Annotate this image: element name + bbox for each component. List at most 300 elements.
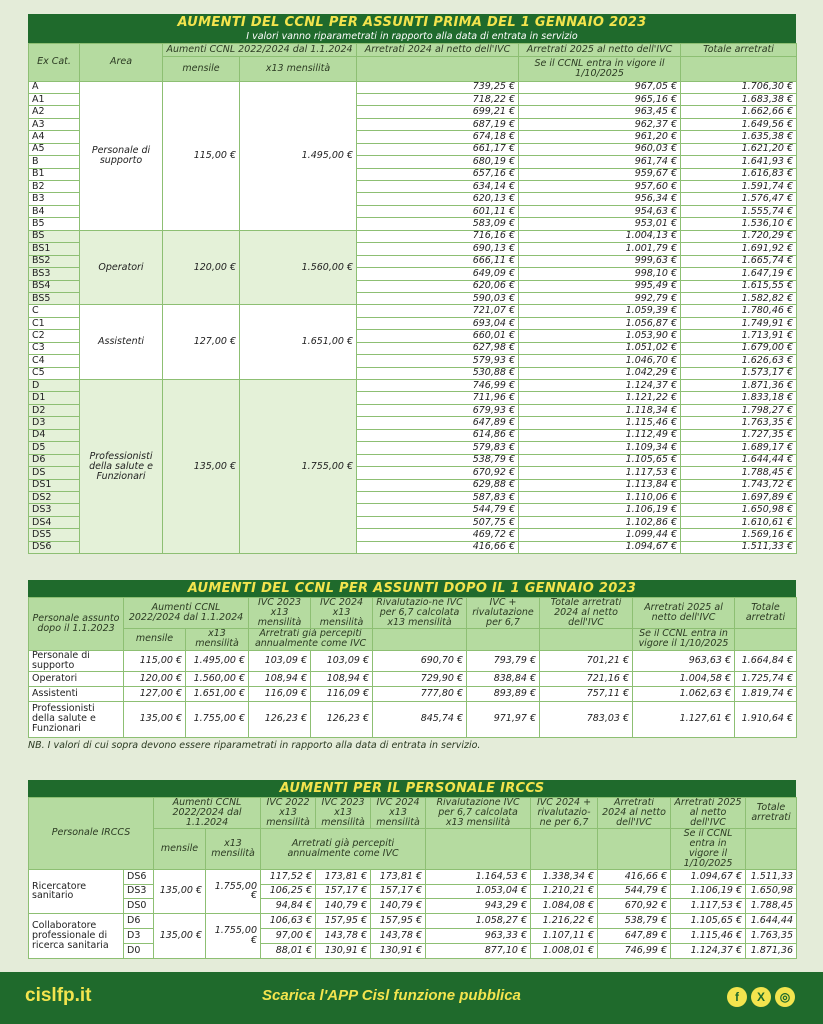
cell-arr25: 1.004,58 € [633, 671, 735, 686]
cell-category: C3 [29, 342, 80, 354]
cell-ivc24: 157,17 € [371, 884, 426, 899]
cell-arretrati-2025: 953,01 € [519, 218, 681, 230]
cell-totale: 1.691,92 € [681, 243, 797, 255]
cell-a25: 1.106,19 € [671, 884, 746, 899]
cell-arretrati-2024: 601,11 € [357, 205, 519, 217]
header-rivalutazione: Rivalutazio-ne IVC per 6,7 calcolata x13 mensilità [373, 598, 467, 629]
cell-totale: 1.573,17 € [681, 367, 797, 379]
cell-arretrati-2024: 647,89 € [357, 417, 519, 429]
cell-ivc22: 106,63 € [261, 914, 316, 929]
header-ivc-rivalutazione: IVC + rivalutazione per 6,7 [467, 598, 540, 629]
cell-x13: 1.755,00 € [206, 869, 261, 913]
cell-arretrati-2024: 538,79 € [357, 454, 519, 466]
cell-arretrati-2024: 721,07 € [357, 305, 519, 317]
cell-arr25: 1.062,63 € [633, 686, 735, 701]
cell-arretrati-2024: 507,75 € [357, 516, 519, 528]
cell-totale: 1.833,18 € [681, 392, 797, 404]
cell-area: Professionisti della salute e Funzionari [80, 380, 163, 554]
cell-totale: 1.626,63 € [681, 355, 797, 367]
cell-a24: 746,99 € [598, 943, 671, 958]
cell-arretrati-2024: 690,13 € [357, 243, 519, 255]
header-aumenti: Aumenti CCNL 2022/2024 dal 1.1.2024 [154, 798, 261, 829]
cell-personale: Operatori [29, 671, 124, 686]
cell-ivcriv: 793,79 € [467, 650, 540, 671]
cell-totale: 1.635,38 € [681, 131, 797, 143]
cell-arretrati-2024: 739,25 € [357, 81, 519, 93]
cell-ivc23: 140,79 € [316, 899, 371, 914]
header-area: Area [80, 44, 163, 82]
cell-ivc24: 103,09 € [311, 650, 373, 671]
cell-ivcriv: 1.008,01 € [531, 943, 598, 958]
header-personale: Personale assunto dopo il 1.1.2023 [29, 598, 124, 651]
cell-arretrati-2025: 1.056,87 € [519, 317, 681, 329]
cell-category: C4 [29, 355, 80, 367]
cell-category: B [29, 156, 80, 168]
cell-ivc24: 116,09 € [311, 686, 373, 701]
cell-arretrati-2024: 679,93 € [357, 404, 519, 416]
cell-arretrati-2024: 620,06 € [357, 280, 519, 292]
cell-rival: 845,74 € [373, 701, 467, 737]
instagram-icon[interactable]: ◎ [775, 987, 795, 1007]
cell-tot24: 701,21 € [540, 650, 633, 671]
cell-category: A4 [29, 131, 80, 143]
cell-totale: 1.662,66 € [681, 106, 797, 118]
cell-ivc24: 108,94 € [311, 671, 373, 686]
cell-arretrati-2025: 1.053,90 € [519, 330, 681, 342]
table-row [29, 899, 797, 914]
cell-arretrati-2024: 718,22 € [357, 93, 519, 105]
cell-totale: 1.621,20 € [681, 143, 797, 155]
cell-arretrati-2024: 716,16 € [357, 230, 519, 242]
header-x13: x13 mensilità [240, 56, 357, 81]
cell-tot: 1.788,45 [746, 899, 797, 914]
cell-mensile: 135,00 € [163, 380, 240, 554]
cell-x13: 1.651,00 € [186, 686, 249, 701]
cell-a25: 1.117,53 € [671, 899, 746, 914]
cell-totale: 1.665,74 € [681, 255, 797, 267]
cell-ivc22: 97,00 € [261, 928, 316, 943]
cell-category: DS5 [29, 529, 80, 541]
cell-personale: Ricercatore sanitario [29, 869, 124, 913]
cell-mensile: 135,00 € [154, 914, 206, 958]
cell-ivc22: 106,25 € [261, 884, 316, 899]
cell-arretrati-2025: 962,37 € [519, 118, 681, 130]
cell-totale: 1.576,47 € [681, 193, 797, 205]
cell-totale: 1.720,29 € [681, 230, 797, 242]
cell-arretrati-2025: 1.042,29 € [519, 367, 681, 379]
cell-totale: 1.780,46 € [681, 305, 797, 317]
cell-category: B4 [29, 205, 80, 217]
cell-arretrati-2025: 963,45 € [519, 106, 681, 118]
header-arretrati-2025-note: Se il CCNL entra in vigore il 1/10/2025 [633, 628, 735, 650]
table-dopo-2023 [28, 597, 797, 738]
cell-mensile: 127,00 € [124, 686, 186, 701]
cell-category: A5 [29, 143, 80, 155]
cell-arretrati-2025: 992,79 € [519, 292, 681, 304]
cell-rival: 943,29 € [426, 899, 531, 914]
table-row [29, 305, 797, 317]
cell-arretrati-2025: 959,67 € [519, 168, 681, 180]
cell-tot: 1.650,98 [746, 884, 797, 899]
cell-category: A3 [29, 118, 80, 130]
app-download-text: Scarica l'APP Cisl funzione pubblica [262, 987, 521, 1004]
cell-category: DS2 [29, 491, 80, 503]
cell-totale: 1.536,10 € [681, 218, 797, 230]
cell-area: Operatori [80, 230, 163, 305]
cell-totale: 1.798,27 € [681, 404, 797, 416]
cell-arretrati-2025: 1.001,79 € [519, 243, 681, 255]
cell-a24: 670,92 € [598, 899, 671, 914]
header-ivc-2024: IVC 2024 x13 mensilità [371, 798, 426, 829]
cell-arretrati-2024: 661,17 € [357, 143, 519, 155]
footer-bar [0, 972, 823, 1024]
cell-category: D5 [29, 442, 80, 454]
cell-arretrati-2025: 1.118,34 € [519, 404, 681, 416]
header-arretrati-2024: Arretrati 2024 al netto dell'IVC [598, 798, 671, 829]
table-row [29, 650, 797, 671]
cell-arretrati-2025: 956,34 € [519, 193, 681, 205]
header-mensile: mensile [163, 56, 240, 81]
cell-totale: 1.683,38 € [681, 93, 797, 105]
cell-arretrati-2024: 666,11 € [357, 255, 519, 267]
cell-category: C2 [29, 330, 80, 342]
cell-ivc23: 103,09 € [249, 650, 311, 671]
cell-tot24: 721,16 € [540, 671, 633, 686]
cell-arretrati-2024: 693,04 € [357, 317, 519, 329]
header-totale: Totale arretrati [735, 598, 797, 629]
cell-x13: 1.755,00 € [240, 380, 357, 554]
cell-category: B5 [29, 218, 80, 230]
cell-mensile: 120,00 € [124, 671, 186, 686]
cell-arretrati-2024: 590,03 € [357, 292, 519, 304]
cell-arretrati-2025: 967,05 € [519, 81, 681, 93]
table-row [29, 701, 797, 737]
cell-arretrati-2024: 670,92 € [357, 467, 519, 479]
cell-totale: 1.582,82 € [681, 292, 797, 304]
cell-category: C5 [29, 367, 80, 379]
cell-arretrati-2025: 961,20 € [519, 131, 681, 143]
cell-category: D6 [124, 914, 154, 929]
cell-rival: 777,80 € [373, 686, 467, 701]
cell-totale: 1.749,91 € [681, 317, 797, 329]
cell-ivc23: 143,78 € [316, 928, 371, 943]
cell-a24: 538,79 € [598, 914, 671, 929]
cell-arretrati-2025: 1.106,19 € [519, 504, 681, 516]
cell-tot: 1.871,36 [746, 943, 797, 958]
header-rivalutazione: Rivalutazione IVC per 6,7 calcolata x13 mensilità [426, 798, 531, 829]
header-totale-2024: Totale arretrati 2024 al netto dell'IVC [540, 598, 633, 629]
section-title: AUMENTI DEL CCNL PER ASSUNTI DOPO IL 1 GENNAIO 2023 [28, 580, 796, 597]
cell-arretrati-2025: 1.059,39 € [519, 305, 681, 317]
cell-totale: 1.615,55 € [681, 280, 797, 292]
header-personale: Personale IRCCS [29, 798, 154, 870]
cell-arretrati-2024: 620,13 € [357, 193, 519, 205]
cell-arretrati-2025: 957,60 € [519, 181, 681, 193]
cell-category: B2 [29, 181, 80, 193]
cell-ivcriv: 893,89 € [467, 686, 540, 701]
header-aumenti: Aumenti CCNL 2022/2024 dal 1.1.2024 [124, 598, 249, 629]
cell-totale: 1.788,45 € [681, 467, 797, 479]
cell-category: DS4 [29, 516, 80, 528]
header-ivc-2024: IVC 2024 x13 mensilità [311, 598, 373, 629]
cell-category: D1 [29, 392, 80, 404]
cell-rival: 963,33 € [426, 928, 531, 943]
cell-mensile: 115,00 € [124, 650, 186, 671]
table-section-dopo-2023 [28, 580, 796, 751]
section-subtitle: I valori vanno riparametrati in rapporto alla data di entrata in servizio [28, 31, 796, 43]
site-logo-link[interactable]: cislfp.it [25, 985, 92, 1006]
cell-arretrati-2025: 1.121,22 € [519, 392, 681, 404]
cell-ivcriv: 1.210,21 € [531, 884, 598, 899]
cell-ivc23: 130,91 € [316, 943, 371, 958]
cell-arretrati-2025: 965,16 € [519, 93, 681, 105]
header-mensile: mensile [154, 828, 206, 869]
cell-category: DS3 [124, 884, 154, 899]
cell-arretrati-2025: 1.099,44 € [519, 529, 681, 541]
cell-totale: 1.555,74 € [681, 205, 797, 217]
cell-mensile: 135,00 € [124, 701, 186, 737]
cell-personale: Assistenti [29, 686, 124, 701]
cell-x13: 1.495,00 € [186, 650, 249, 671]
cell-arretrati-2025: 1.124,37 € [519, 380, 681, 392]
cell-ivc23: 116,09 € [249, 686, 311, 701]
cell-arretrati-2025: 1.094,67 € [519, 541, 681, 553]
cell-arr25: 963,63 € [633, 650, 735, 671]
cell-mensile: 120,00 € [163, 230, 240, 305]
table-section-prima-2023 [28, 14, 796, 554]
cell-totale: 1.706,30 € [681, 81, 797, 93]
cell-ivc23: 173,81 € [316, 869, 371, 884]
cell-category: C [29, 305, 80, 317]
cell-ivc24: 130,91 € [371, 943, 426, 958]
cell-totale: 1.569,16 € [681, 529, 797, 541]
cell-tot: 1.910,64 € [735, 701, 797, 737]
cell-arretrati-2025: 1.117,53 € [519, 467, 681, 479]
cell-arr25: 1.127,61 € [633, 701, 735, 737]
cell-arretrati-2024: 544,79 € [357, 504, 519, 516]
cell-category: A1 [29, 93, 80, 105]
cell-arretrati-2025: 961,74 € [519, 156, 681, 168]
header-ivc-2023: IVC 2023 x13 mensilità [249, 598, 311, 629]
cell-arretrati-2024: 583,09 € [357, 218, 519, 230]
cell-arretrati-2024: 711,96 € [357, 392, 519, 404]
cell-totale: 1.641,93 € [681, 156, 797, 168]
header-ivc-2022: IVC 2022 x13 mensilità [261, 798, 316, 829]
cell-ivc23: 126,23 € [249, 701, 311, 737]
cell-arretrati-2025: 960,03 € [519, 143, 681, 155]
cell-a24: 647,89 € [598, 928, 671, 943]
cell-category: BS5 [29, 292, 80, 304]
cell-arretrati-2025: 998,10 € [519, 268, 681, 280]
cell-personale: Collaboratore professionale di ricerca sanitaria [29, 914, 124, 958]
cell-ivc24: 173,81 € [371, 869, 426, 884]
cell-arretrati-2025: 999,63 € [519, 255, 681, 267]
cell-totale: 1.713,91 € [681, 330, 797, 342]
cell-category: DS1 [29, 479, 80, 491]
cell-arretrati-2025: 1.046,70 € [519, 355, 681, 367]
cell-area: Assistenti [80, 305, 163, 380]
cell-category: DS6 [124, 869, 154, 884]
cell-arretrati-2025: 954,63 € [519, 205, 681, 217]
cell-category: A [29, 81, 80, 93]
cell-tot: 1.644,44 [746, 914, 797, 929]
cell-tot24: 783,03 € [540, 701, 633, 737]
cell-arretrati-2025: 995,49 € [519, 280, 681, 292]
cell-ivc24: 140,79 € [371, 899, 426, 914]
cell-totale: 1.649,56 € [681, 118, 797, 130]
cell-category: DS0 [124, 899, 154, 914]
table-irccs [28, 797, 797, 959]
cell-ivc24: 157,95 € [371, 914, 426, 929]
cell-ivcriv: 1.216,22 € [531, 914, 598, 929]
footnote: NB. I valori di cui sopra devono essere riparametrati in rapporto alla data di entrata in servizio. [28, 739, 481, 751]
header-aumenti: Aumenti CCNL 2022/2024 dal 1.1.2024 [163, 44, 357, 57]
cell-totale: 1.610,61 € [681, 516, 797, 528]
table-row [29, 943, 797, 958]
cell-arretrati-2024: 579,93 € [357, 355, 519, 367]
cell-ivc22: 88,01 € [261, 943, 316, 958]
cell-arretrati-2024: 687,19 € [357, 118, 519, 130]
cell-totale: 1.689,17 € [681, 442, 797, 454]
cell-category: DS6 [29, 541, 80, 553]
section-title: AUMENTI PER IL PERSONALE IRCCS [28, 780, 796, 797]
header-arretrati-2024: Arretrati 2024 al netto dell'IVC [357, 44, 519, 57]
cell-arretrati-2024: 579,83 € [357, 442, 519, 454]
cell-tot: 1.664,84 € [735, 650, 797, 671]
table-row [29, 884, 797, 899]
cell-category: B1 [29, 168, 80, 180]
cell-rival: 1.058,27 € [426, 914, 531, 929]
cell-totale: 1.743,72 € [681, 479, 797, 491]
cell-personale: Personale di supporto [29, 650, 124, 671]
cell-tot: 1.819,74 € [735, 686, 797, 701]
section-title: AUMENTI DEL CCNL PER ASSUNTI PRIMA DEL 1 GENNAIO 2023 [28, 14, 796, 31]
table-row [29, 380, 797, 392]
cell-totale: 1.871,36 € [681, 380, 797, 392]
cell-arretrati-2025: 1.110,06 € [519, 491, 681, 503]
table-prima-2023 [28, 43, 797, 554]
header-ivc-2023: IVC 2023 x13 mensilità [316, 798, 371, 829]
cell-arretrati-2024: 649,09 € [357, 268, 519, 280]
cell-totale: 1.727,35 € [681, 429, 797, 441]
cell-category: D [29, 380, 80, 392]
cell-category: D6 [29, 454, 80, 466]
cell-totale: 1.763,35 € [681, 417, 797, 429]
table-row [29, 686, 797, 701]
cell-category: DS3 [29, 504, 80, 516]
header-x13: x13 mensilità [206, 828, 261, 869]
cell-ivc23: 157,17 € [316, 884, 371, 899]
cell-arretrati-2025: 1.051,02 € [519, 342, 681, 354]
cell-ivc24: 143,78 € [371, 928, 426, 943]
cell-category: C1 [29, 317, 80, 329]
cell-ivcriv: 1.338,34 € [531, 869, 598, 884]
table-row [29, 914, 797, 929]
cell-category: BS [29, 230, 80, 242]
cell-category: D3 [29, 417, 80, 429]
cell-totale: 1.679,00 € [681, 342, 797, 354]
cell-category: BS2 [29, 255, 80, 267]
header-totale: Totale arretrati [746, 798, 797, 829]
cell-arretrati-2024: 629,88 € [357, 479, 519, 491]
cell-x13: 1.560,00 € [186, 671, 249, 686]
cell-area: Personale di supporto [80, 81, 163, 230]
cell-category: D2 [29, 404, 80, 416]
cell-totale: 1.697,89 € [681, 491, 797, 503]
cell-ivc22: 94,84 € [261, 899, 316, 914]
cell-arretrati-2025: 1.004,13 € [519, 230, 681, 242]
x-icon[interactable]: X [751, 987, 771, 1007]
cell-category: D0 [124, 943, 154, 958]
cell-category: A2 [29, 106, 80, 118]
table-row [29, 671, 797, 686]
cell-x13: 1.560,00 € [240, 230, 357, 305]
header-ivc-note: Arretrati già percepiti annualmente come IVC [261, 828, 426, 869]
cell-a24: 544,79 € [598, 884, 671, 899]
header-ivc-note: Arretrati già percepiti annualmente come IVC [249, 628, 373, 650]
cell-arretrati-2024: 746,99 € [357, 380, 519, 392]
cell-a25: 1.094,67 € [671, 869, 746, 884]
table-row [29, 81, 797, 93]
header-arretrati-2025: Arretrati 2025 al netto dell'IVC [633, 598, 735, 629]
cell-tot: 1.725,74 € [735, 671, 797, 686]
cell-totale: 1.616,83 € [681, 168, 797, 180]
header-arretrati-2025: Arretrati 2025 al netto dell'IVC [519, 44, 681, 57]
cell-x13: 1.755,00 € [206, 914, 261, 958]
cell-category: B3 [29, 193, 80, 205]
cell-totale: 1.591,74 € [681, 181, 797, 193]
cell-a25: 1.124,37 € [671, 943, 746, 958]
cell-mensile: 127,00 € [163, 305, 240, 380]
cell-category: D4 [29, 429, 80, 441]
cell-arretrati-2024: 634,14 € [357, 181, 519, 193]
cell-category: BS4 [29, 280, 80, 292]
cell-category: BS1 [29, 243, 80, 255]
cell-ivc23: 157,95 € [316, 914, 371, 929]
cell-rival: 877,10 € [426, 943, 531, 958]
cell-arretrati-2024: 530,88 € [357, 367, 519, 379]
cell-ivcriv: 971,97 € [467, 701, 540, 737]
cell-arretrati-2024: 469,72 € [357, 529, 519, 541]
cell-tot: 1.511,33 [746, 869, 797, 884]
cell-arretrati-2025: 1.115,46 € [519, 417, 681, 429]
cell-tot24: 757,11 € [540, 686, 633, 701]
cell-rival: 690,70 € [373, 650, 467, 671]
cell-a25: 1.105,65 € [671, 914, 746, 929]
cell-category: D3 [124, 928, 154, 943]
cell-arretrati-2025: 1.112,49 € [519, 429, 681, 441]
cell-arretrati-2024: 674,18 € [357, 131, 519, 143]
header-excat: Ex Cat. [29, 44, 80, 82]
header-totale: Totale arretrati [681, 44, 797, 57]
cell-tot: 1.763,35 [746, 928, 797, 943]
cell-ivcriv: 1.107,11 € [531, 928, 598, 943]
cell-arretrati-2024: 660,01 € [357, 330, 519, 342]
cell-ivcriv: 1.084,08 € [531, 899, 598, 914]
cell-mensile: 115,00 € [163, 81, 240, 230]
cell-arretrati-2025: 1.105,65 € [519, 454, 681, 466]
header-x13: x13 mensilità [186, 628, 249, 650]
cell-arretrati-2024: 699,21 € [357, 106, 519, 118]
header-ivc-rivalutazione: IVC 2024 + rivalutazio-ne per 6,7 [531, 798, 598, 829]
cell-totale: 1.647,19 € [681, 268, 797, 280]
cell-ivc22: 117,52 € [261, 869, 316, 884]
table-row [29, 928, 797, 943]
cell-rival: 1.164,53 € [426, 869, 531, 884]
facebook-icon[interactable]: f [727, 987, 747, 1007]
cell-ivc24: 126,23 € [311, 701, 373, 737]
header-mensile: mensile [124, 628, 186, 650]
